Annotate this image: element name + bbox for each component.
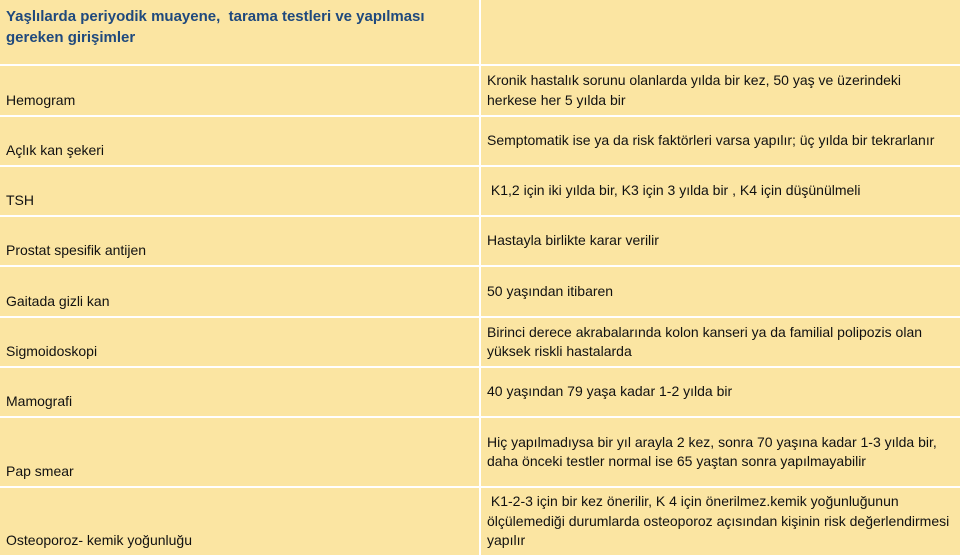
table-row-test-cell: [0, 267, 479, 316]
table-row-recommendation-cell: [481, 117, 960, 165]
table-title-cell: [0, 0, 479, 64]
recommendation-text: Semptomatik ise ya da risk faktörleri varsa yapılır; üç yılda bir tekrarlanır: [487, 132, 935, 149]
table-row-recommendation-cell: [481, 267, 960, 316]
table-row-test-cell: [0, 117, 479, 165]
test-name: Sigmoidoskopi: [6, 342, 98, 359]
test-name: Hemogram: [6, 91, 76, 108]
test-name: Gaitada gizli kan: [6, 292, 110, 309]
recommendation-text: Hastayla birlikte karar verilir: [487, 232, 659, 249]
table-row-test-cell: [0, 66, 479, 115]
table-row-recommendation-cell: [481, 418, 960, 486]
recommendation-text: 40 yaşından 79 yaşa kadar 1-2 yılda bir: [487, 383, 733, 400]
test-name: Pap smear: [6, 462, 74, 479]
recommendation-text: K1-2-3 için bir kez önerilir, K 4 için önerilmez.kemik yoğunluğunun ölçülemediği durumlarda osteoporoz açısından kişinin risk değerlendirmesi yapılır: [487, 493, 954, 549]
table-title: Yaşlılarda periyodik muayene, tarama testleri ve yapılması gereken girişimler: [6, 8, 429, 46]
test-name: Prostat spesifik antijen: [6, 241, 147, 258]
table-row-recommendation-cell: [481, 66, 960, 115]
table-row-recommendation-cell: [481, 167, 960, 215]
table-row-recommendation-cell: [481, 368, 960, 416]
test-name: TSH: [6, 191, 34, 208]
table-row-test-cell: [0, 418, 479, 486]
table-row-test-cell: [0, 368, 479, 416]
recommendation-text: Hiç yapılmadıysa bir yıl arayla 2 kez, sonra 70 yaşına kadar 1-3 yılda bir, daha önceki testler normal ise 65 yaştan sonra yapılmayabilir: [487, 433, 941, 469]
table-row-test-cell: [0, 167, 479, 215]
test-name: Açlık kan şekeri: [6, 141, 105, 158]
table-row-recommendation-cell: [481, 488, 960, 555]
table-row-recommendation-cell: [481, 318, 960, 366]
recommendation-text: Birinci derece akrabalarında kolon kanseri ya da familial polipozis olan yüksek riskli hastalarda: [487, 323, 926, 359]
recommendation-text: K1,2 için iki yılda bir, K3 için 3 yılda bir , K4 için düşünülmeli: [487, 182, 861, 199]
test-name: Mamografi: [6, 392, 73, 409]
table-header-empty-cell: [481, 0, 960, 64]
recommendation-text: 50 yaşından itibaren: [487, 282, 614, 299]
table-row-test-cell: [0, 318, 479, 366]
table-row-recommendation-cell: [481, 217, 960, 265]
recommendation-text: Kronik hastalık sorunu olanlarda yılda bir kez, 50 yaş ve üzerindeki herkese her 5 yılda bir: [487, 72, 905, 108]
table-row-test-cell: [0, 217, 479, 265]
table-row-test-cell: [0, 488, 479, 555]
test-name: Osteoporoz- kemik yoğunluğu: [6, 531, 192, 548]
